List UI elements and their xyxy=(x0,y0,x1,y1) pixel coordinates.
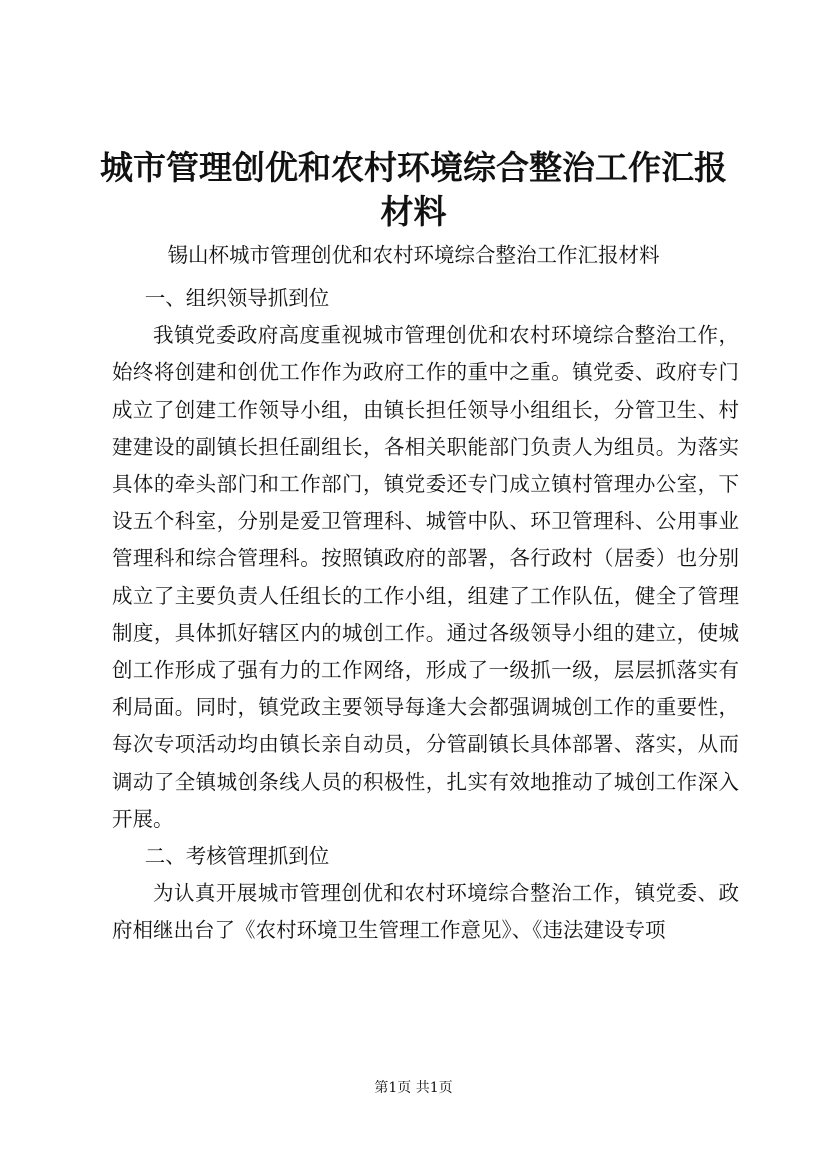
section-heading-1: 一、组织领导抓到位 xyxy=(144,286,330,310)
section-heading-2: 二、考核管理抓到位 xyxy=(144,844,330,869)
document-body xyxy=(112,280,739,950)
section-paragraph-1: 我镇党委政府高度重视城市管理创优和农村环境综合整治工作，始终将创建和创优工作作为政府工作的重中之重。镇党委、政府专门成立了创建工作领导小组，由镇长担任领导小组组长，分管卫生、村建建设的副镇长担任副组长，各相关职能部门负责人为组员。为落实具体的牵头部门和工作部门，镇党委还专门成立镇村管理办公室，下设五个科室，分别是爱卫管理科、城管中队、环卫管理科、公用事业管理科和综合管理科。按照镇政府的部署，各行政村（居委）也分别成立了主要负责人任组长的工作小组，组建了工作队伍，健全了管理制度，具体抓好辖区内的城创工作。通过各级领导小组的建立，使城创工作形成了强有力的工作网络，形成了一级抓一级，层层抓落实有利局面。同时，镇党政主要领导每逢大会都强调城创工作的重要性，每次专项活动均由镇长亲自动员，分管副镇长具体部署、落实，从而调动了全镇城创条线人员的积极性，扎实有效地推动了城创工作深入开展。 xyxy=(112,323,739,831)
document-title: 城市管理创优和农村环境综合整治工作汇报材料 xyxy=(100,148,727,231)
page-footer: 第1页 共1页 xyxy=(374,1080,453,1096)
document-subtitle: 锡山杯城市管理创优和农村环境综合整治工作汇报材料 xyxy=(167,243,660,267)
section-paragraph-2: 为认真开展城市管理创优和农村环境综合整治工作，镇党委、政府相继出台了《农村环境卫生管理工作意见》、《违法建设专项 xyxy=(112,881,739,943)
